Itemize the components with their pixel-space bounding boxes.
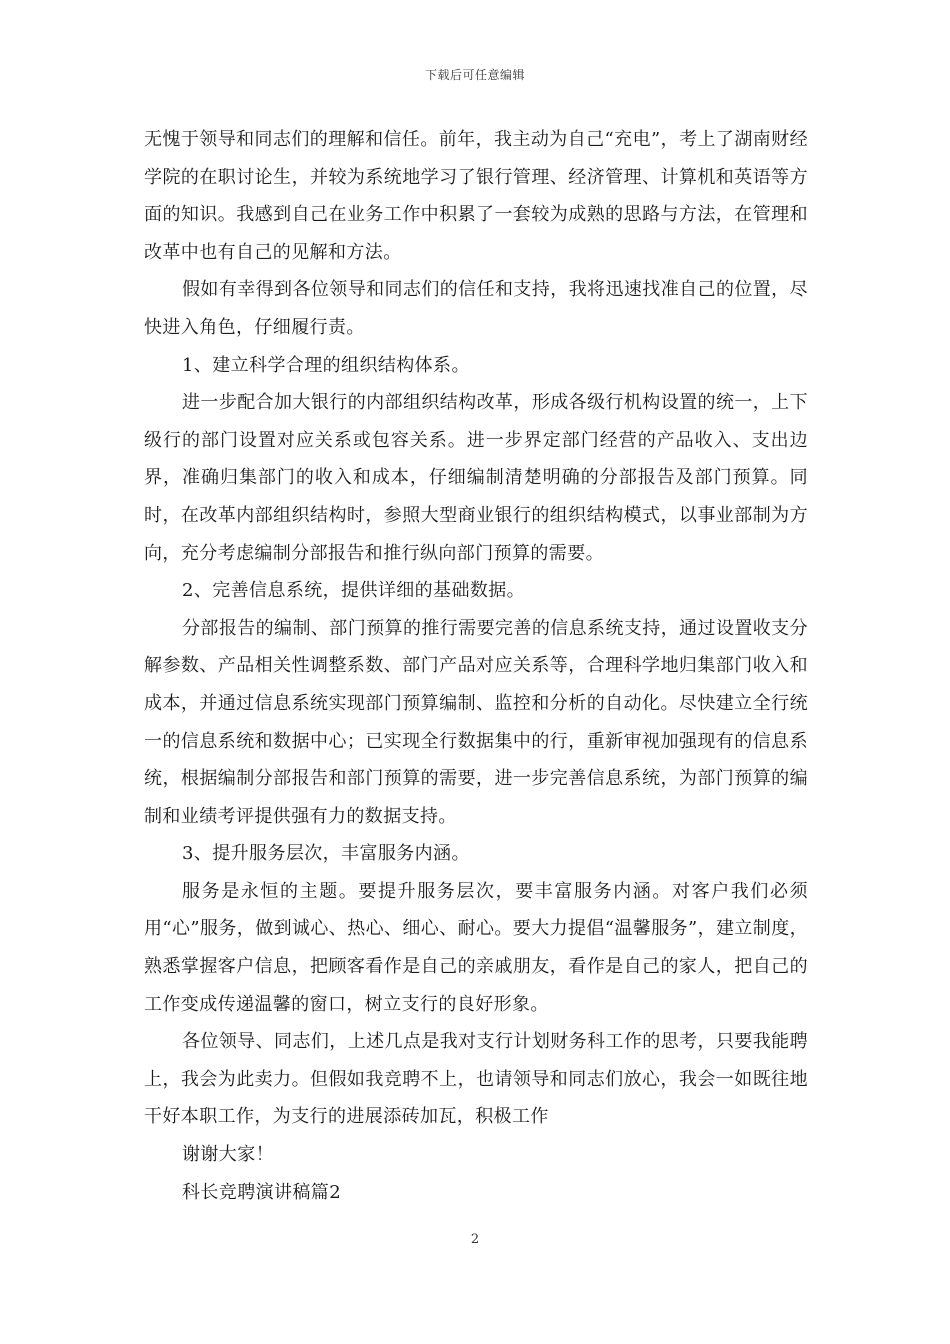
next-article-title: 科长竞聘演讲稿篇2 xyxy=(182,1181,342,1203)
paragraph: 假如有幸得到各位领导和同志们的信任和支持，我将迅速找准自己的位置，尽快进入角色，仔细履行责。 xyxy=(144,279,808,338)
section-heading: 1、建立科学合理的组织结构体系。 xyxy=(182,354,470,376)
document-body xyxy=(144,121,808,1211)
paragraph: 分部报告的编制、部门预算的推行需要完善的信息系统支持，通过设置收支分解参数、产品相关性调整系数、部门产品对应关系等，合理科学地归集部门收入和成本，并通过信息系统实现部门预算编制、监控和分析的自动化。尽快建立全行统一的信息系统和数据中心；已实现全行数据集中的行，重新审视加强现有的信息系统，根据编制分部报告和部门预算的需要，进一步完善信息系统，为部门预算的编制和业绩考评提供强有力的数据支持。 xyxy=(144,617,808,827)
closing-line: 谢谢大家！ xyxy=(182,1144,274,1166)
paragraph: 无愧于领导和同志们的理解和信任。前年，我主动为自己“充电”，考上了湖南财经学院的在职讨论生，并较为系统地学习了银行管理、经济管理、计算机和英语等方面的知识。我感到自己在业务工作中积累了一套较为成熟的思路与方法，在管理和改革中也有自己的见解和方法。 xyxy=(144,129,808,263)
section-heading: 2、完善信息系统，提供详细的基础数据。 xyxy=(182,580,526,602)
page-header-note: 下载后可任意编辑 xyxy=(424,68,525,82)
paragraph: 各位领导、同志们，上述几点是我对支行计划财务科工作的思考，只要我能聘上，我会为此卖力。但假如我竞聘不上，也请领导和同志们放心，我会一如既往地干好本职工作，为支行的进展添砖加瓦，积极工作 xyxy=(144,1031,808,1128)
page-number: 2 xyxy=(470,1232,480,1247)
paragraph: 进一步配合加大银行的内部组织结构改革，形成各级行机构设置的统一，上下级行的部门设置对应关系或包容关系。进一步界定部门经营的产品收入、支出边界，准确归集部门的收入和成本，仔细编制清楚明确的分部报告及部门预算。同时，在改革内部组织结构时，参照大型商业银行的组织结构模式，以事业部制为方向，充分考虑编制分部报告和推行纵向部门预算的需要。 xyxy=(144,392,808,564)
paragraph: 服务是永恒的主题。要提升服务层次，要丰富服务内涵。对客户我们必须用“心”服务，做到诚心、热心、细心、耐心。要大力提倡“温馨服务”，建立制度，熟悉掌握客户信息，把顾客看作是自己的亲戚朋友，看作是自己的家人，把自己的工作变成传递温馨的窗口，树立支行的良好形象。 xyxy=(144,880,809,1015)
section-heading: 3、提升服务层次，丰富服务内涵。 xyxy=(182,843,470,865)
